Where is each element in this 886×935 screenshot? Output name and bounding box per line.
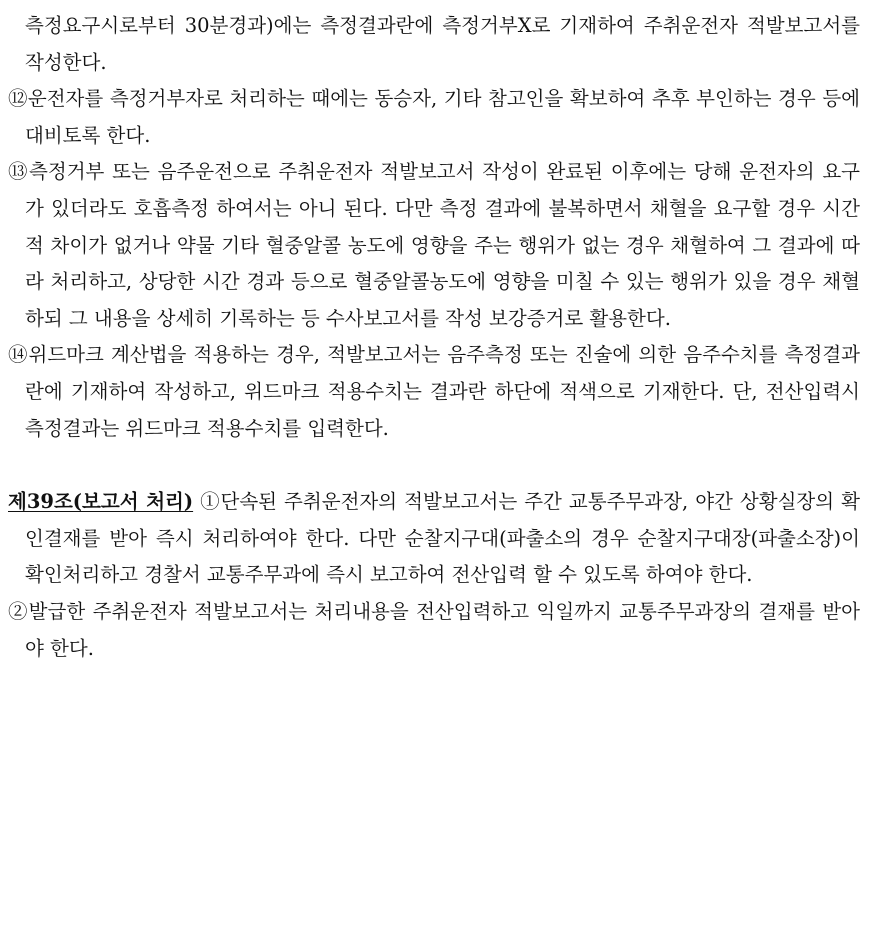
article-39-clause-1-text: ①단속된 주취운전자의 적발보고서는 주간 교통주무과장, 야간 상황실장의 확인결재를 받아 즉시 처리하여야 한다. 다만 순찰지구대(파출소의 경우 순찰지구대장(파출소장)이 확인처리하고 경찰서 교통주무과에 즉시 보고하여 전산입력 할 수 있도록 하여야 한다. bbox=[25, 490, 860, 587]
article-39-clause-2: ②발급한 주취운전자 적발보고서는 처리내용을 전산입력하고 익일까지 교통주무과장의 결재를 받아야 한다. bbox=[8, 599, 860, 660]
clause-12: ⑫운전자를 측정거부자로 처리하는 때에는 동승자, 기타 참고인을 확보하여 추후 부인하는 경우 등에 대비토록 한다. bbox=[8, 87, 860, 147]
article-39-heading: 제39조(보고서 처리) bbox=[8, 490, 194, 514]
section-spacer bbox=[8, 447, 860, 484]
article-39-clause-1 bbox=[8, 484, 860, 594]
clause-13: ⑬측정거부 또는 음주운전으로 주취운전자 적발보고서 작성이 완료된 이후에는 당해 운전자의 요구가 있더라도 호흡측정 하여서는 아니 된다. 다만 측정 결과에 불복하면서 채혈을 요구할 경우 시간적 차이가 없거나 약물 기타 혈중알콜 농도에 영향을 주는 행위가 없는 경우 채혈하여 그 결과에 따라 처리하고, 상당한 시간 경과 등으로 혈중알콜농도에 영향을 미칠 수 있는 행위가 있을 경우 채혈하되 그 내용을 상세히 기록하는 등 수사보고서를 작성 보강증거로 활용한다. bbox=[8, 160, 860, 330]
paragraph-continuation: 측정요구시로부터 30분경과)에는 측정결과란에 측정거부X로 기재하여 주취운전자 적발보고서를 작성한다. bbox=[25, 14, 860, 74]
clause-14: ⑭위드마크 계산법을 적용하는 경우, 적발보고서는 음주측정 또는 진술에 의한 음주수치를 측정결과란에 기재하여 작성하고, 위드마크 적용수치는 결과란 하단에 적색으로 기재한다. 단, 전산입력시 측정결과는 위드마크 적용수치를 입력한다. bbox=[8, 343, 860, 440]
